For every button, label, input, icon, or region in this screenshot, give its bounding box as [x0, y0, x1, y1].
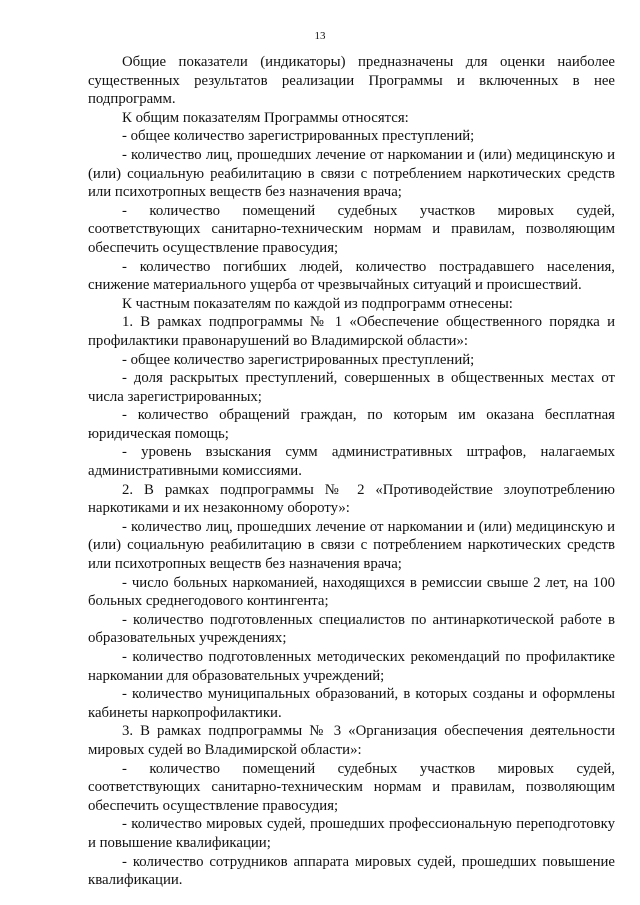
subprogram-3-heading: 3. В рамках подпрограммы № 3 «Организация обеспечения деятельности мировых судей во Владимирской области»: [88, 723, 615, 758]
subprogram-1-item: - количество обращений граждан, по которым им оказана бесплатная юридическая помощь; [88, 407, 615, 442]
general-indicators-heading: К общим показателям Программы относятся: [122, 109, 409, 126]
subprogram-1-item: - общее количество зарегистрированных преступлений; [122, 351, 475, 368]
intro-paragraph: Общие показатели (индикаторы) предназначены для оценки наиболее существенных результатов реализации Программы и включенных в нее подпрограмм. [88, 54, 615, 108]
subprogram-2-item: - количество подготовленных специалистов по антинаркотической работе в образовательных учреждениях; [88, 611, 615, 647]
subprogram-3-item: - количество мировых судей, прошедших профессиональную переподготовку и повышение квалификации; [88, 816, 615, 851]
general-indicator-item: - количество погибших людей, количество пострадавшего населения, снижение материального ущерба от чрезвычайных ситуаций и происшествий. [88, 258, 615, 294]
subprogram-2-item: - число больных наркоманией, находящихся в ремиссии свыше 2 лет, на 100 больных среднегодового контингента; [88, 574, 615, 610]
subprogram-3-item: - количество сотрудников аппарата мировых судей, прошедших повышение квалификации. [88, 853, 615, 889]
subprogram-2-item: - количество лиц, прошедших лечение от наркомании и (или) медицинскую и (или) социальную реабилитацию в связи с потреблением наркотических средств или психотропных веществ без назначения врача; [88, 518, 615, 573]
subprogram-3-item: - количество помещений судебных участков мировых судей, соответствующих санитарно-техническим нормам и правилам, позволяющим обеспечить осуществление правосудия; [88, 760, 615, 814]
page-number: 13 [314, 30, 326, 42]
general-indicator-item: - общее количество зарегистрированных преступлений; [122, 128, 475, 145]
subprogram-1-item: - доля раскрытых преступлений, совершенных в общественных местах от числа зарегистрированных; [88, 370, 615, 405]
subprogram-2-item: - количество муниципальных образований, в которых созданы и оформлены кабинеты наркопрофилактики. [88, 686, 615, 721]
document-body [88, 53, 615, 890]
general-indicator-item: - количество лиц, прошедших лечение от наркомании и (или) медицинскую и (или) социальную реабилитацию в связи с потреблением наркотических средств или психотропных веществ без назначения врача; [88, 146, 615, 201]
general-indicator-item: - количество помещений судебных участков мировых судей, соответствующих санитарно-техническим нормам и правилам, позволяющим обеспечить осуществление правосудия; [88, 202, 615, 256]
subprogram-1-heading: 1. В рамках подпрограммы № 1 «Обеспечение общественного порядка и профилактики правонарушений во Владимирской области»: [88, 314, 615, 349]
private-indicators-heading: К частным показателям по каждой из подпрограмм отнесены: [122, 295, 513, 312]
subprogram-2-heading: 2. В рамках подпрограммы № 2 «Противодействие злоупотреблению наркотиками и их незаконному обороту»: [88, 481, 615, 517]
subprogram-1-item: - уровень взыскания сумм административных штрафов, налагаемых административными комиссиями. [88, 444, 615, 480]
subprogram-2-item: - количество подготовленных методических рекомендаций по профилактике наркомании для образовательных учреждений; [88, 649, 615, 684]
